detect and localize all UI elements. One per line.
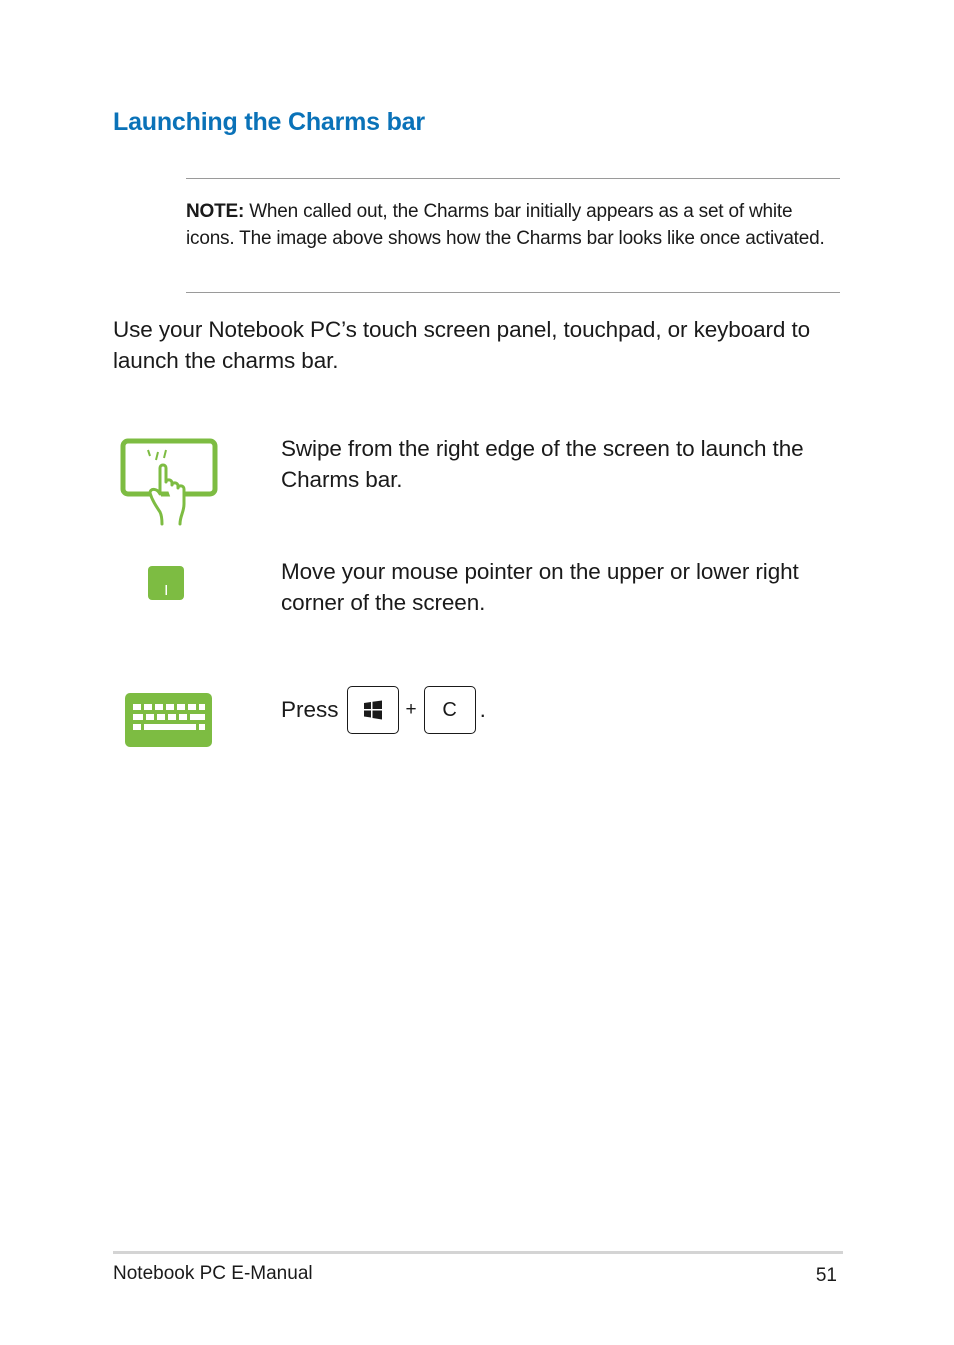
method-touch-text: Swipe from the right edge of the screen to launch the Charms bar. — [281, 436, 804, 492]
touchpad-icon — [148, 566, 184, 600]
windows-key — [347, 686, 399, 734]
press-label: Press — [281, 697, 339, 722]
c-key: C — [424, 686, 476, 734]
note-body: When called out, the Charms bar initially appears as a set of white icons. The image above shows how the Charms bar looks like once activated. — [186, 201, 825, 249]
method-mouse-text: Move your mouse pointer on the upper or lower right corner of the screen. — [281, 559, 799, 615]
note-text — [186, 198, 836, 252]
touch-gesture-icon — [120, 438, 220, 528]
keyboard-icon — [125, 693, 212, 747]
footer-rule — [113, 1251, 843, 1254]
note-box — [186, 178, 840, 293]
windows-logo-icon — [363, 700, 383, 720]
period: . — [479, 697, 486, 722]
intro-paragraph: Use your Notebook PC’s touch screen panel, touchpad, or keyboard to launch the charms bar. — [113, 317, 811, 373]
note-label: NOTE: — [186, 201, 245, 222]
footer-manual-title: Notebook PC E-Manual — [113, 1263, 313, 1284]
section-title: Launching the Charms bar — [113, 108, 425, 136]
plus-sign: + — [405, 699, 417, 720]
press-shortcut-line — [281, 685, 486, 735]
page-number: 51 — [815, 1265, 837, 1286]
